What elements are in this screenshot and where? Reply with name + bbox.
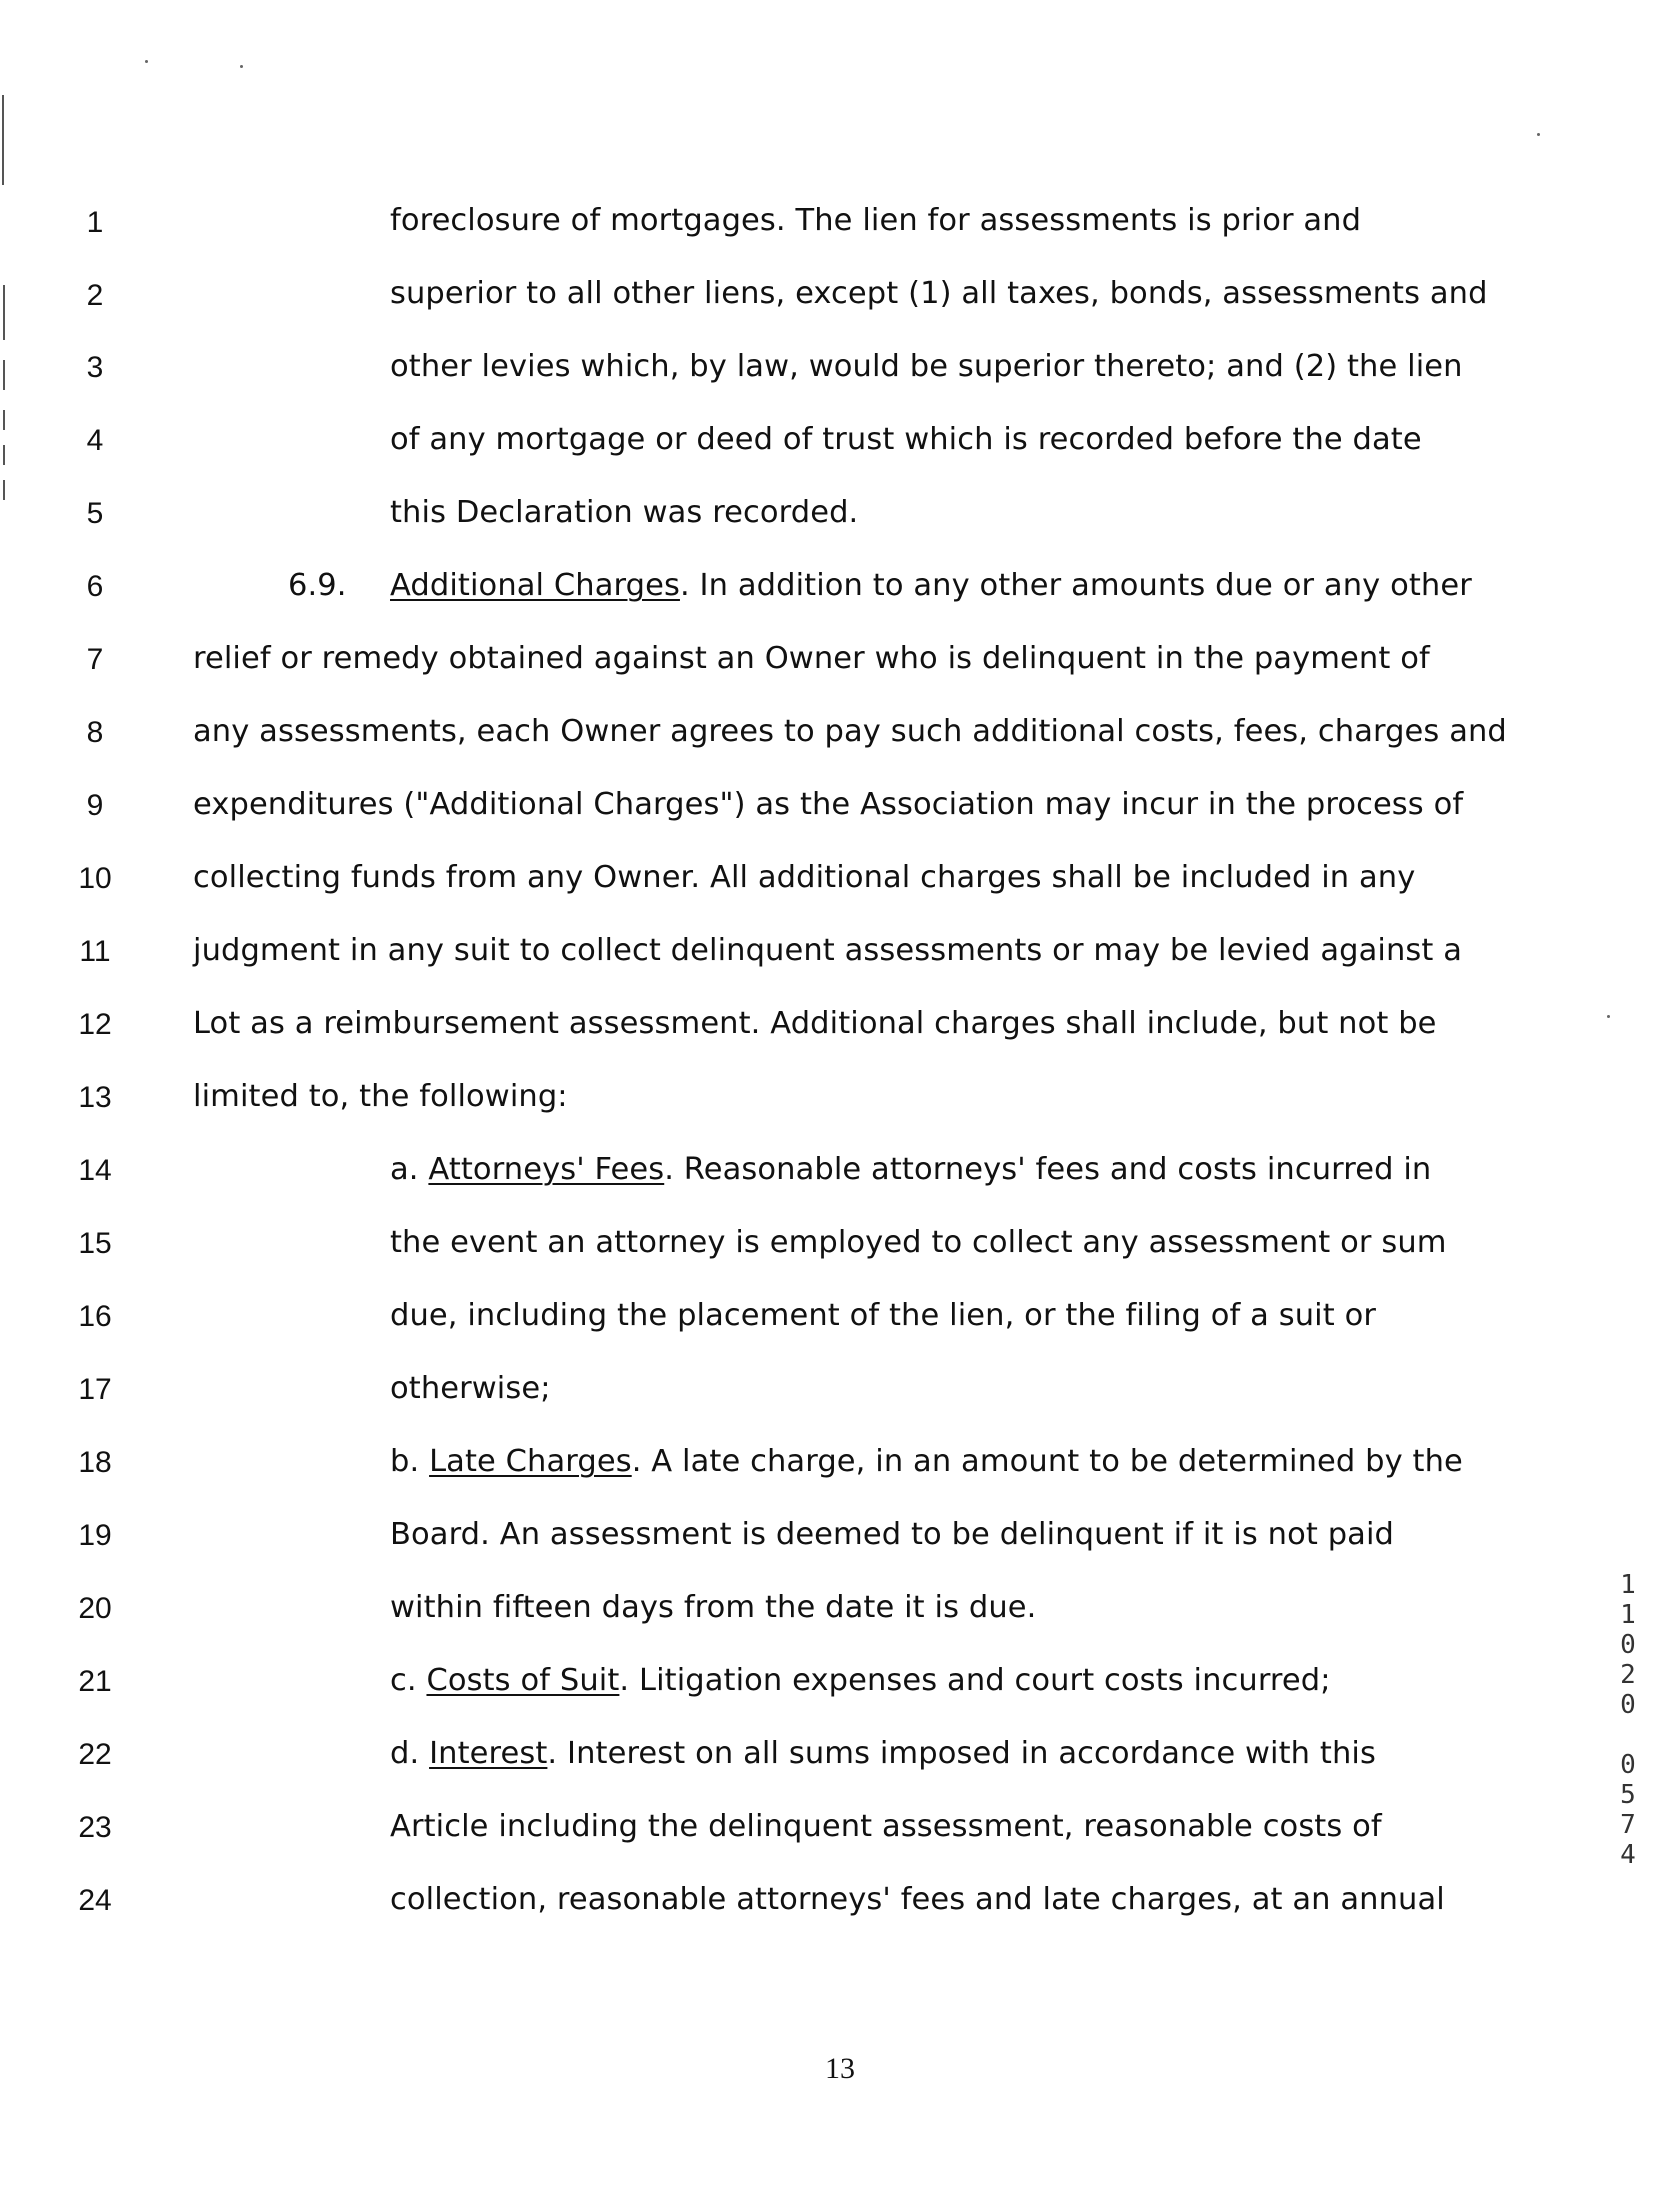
scan-dot (1607, 1015, 1610, 1018)
list-item-prefix: c. (390, 1663, 427, 1698)
line-number: 15 (78, 1227, 112, 1260)
list-item-heading: Interest (429, 1736, 548, 1771)
text-line: other levies which, by law, would be superior thereto; and (2) the lien (390, 349, 1463, 384)
scan-edge-mark (3, 445, 5, 465)
line-number: 14 (78, 1154, 112, 1187)
line-number: 12 (78, 1008, 112, 1041)
page-number: 13 (825, 2052, 855, 2085)
line-number: 19 (78, 1519, 112, 1552)
recording-stamp: 1 1 0 2 0 0 5 7 4 (1620, 1570, 1636, 1870)
text-line: superior to all other liens, except (1) all taxes, bonds, assessments and (390, 276, 1488, 311)
list-item-prefix: b. (390, 1444, 430, 1479)
section-heading-line (390, 568, 1472, 604)
list-item-heading: Late Charges (429, 1444, 632, 1479)
list-item-line (390, 1444, 1463, 1480)
list-item-line (390, 1663, 1331, 1699)
section-number: 6.9. (288, 568, 347, 603)
text-line: judgment in any suit to collect delinquent assessments or may be levied against a (193, 933, 1463, 968)
line-number: 7 (86, 643, 104, 676)
scan-dot (145, 60, 148, 63)
line-number: 24 (78, 1884, 112, 1917)
section-heading-rest: . In addition to any other amounts due or any other (679, 568, 1472, 603)
list-item-rest: . Reasonable attorneys' fees and costs incurred in (664, 1152, 1432, 1187)
text-line: of any mortgage or deed of trust which is recorded before the date (390, 422, 1422, 457)
list-item-heading: Costs of Suit (426, 1663, 620, 1698)
list-item-rest: . A late charge, in an amount to be determined by the (631, 1444, 1463, 1479)
line-number: 13 (78, 1081, 112, 1114)
line-number: 4 (86, 424, 104, 457)
text-line: expenditures ("Additional Charges") as the Association may incur in the process of (193, 787, 1464, 822)
scan-dot (240, 65, 243, 68)
scan-edge-mark (3, 360, 5, 390)
line-number: 22 (78, 1738, 112, 1771)
text-line: limited to, the following: (193, 1079, 568, 1114)
text-line: collection, reasonable attorneys' fees and late charges, at an annual (390, 1882, 1445, 1917)
line-number: 11 (79, 935, 111, 968)
line-number: 1 (86, 206, 104, 239)
line-number: 23 (78, 1811, 112, 1844)
line-number: 6 (86, 570, 104, 603)
line-number: 5 (86, 497, 104, 530)
section-heading: Additional Charges (390, 568, 680, 603)
text-line: due, including the placement of the lien, or the filing of a suit or (390, 1298, 1377, 1333)
list-item-line (390, 1736, 1376, 1772)
text-line: Board. An assessment is deemed to be delinquent if it is not paid (390, 1517, 1394, 1552)
text-line: any assessments, each Owner agrees to pay such additional costs, fees, charges and (193, 714, 1507, 749)
line-number: 21 (78, 1665, 112, 1698)
text-line: this Declaration was recorded. (390, 495, 859, 530)
scan-dot (1537, 133, 1540, 136)
text-line: relief or remedy obtained against an Owner who is delinquent in the payment of (193, 641, 1430, 676)
list-item-prefix: a. (390, 1152, 429, 1187)
text-line: within fifteen days from the date it is due. (390, 1590, 1037, 1625)
scan-edge-mark (3, 410, 5, 430)
text-line: the event an attorney is employed to collect any assessment or sum (390, 1225, 1447, 1260)
line-number: 9 (86, 789, 104, 822)
line-number: 3 (86, 351, 104, 384)
list-item-prefix: d. (390, 1736, 430, 1771)
scan-edge-mark (2, 95, 4, 185)
line-number: 10 (78, 862, 112, 895)
text-line: Article including the delinquent assessment, reasonable costs of (390, 1809, 1382, 1844)
list-item-line (390, 1152, 1431, 1188)
text-line: collecting funds from any Owner. All additional charges shall be included in any (193, 860, 1416, 895)
list-item-rest: . Litigation expenses and court costs incurred; (619, 1663, 1331, 1698)
scan-edge-mark (3, 285, 5, 340)
list-item-heading: Attorneys' Fees (428, 1152, 665, 1187)
scan-edge-mark (3, 480, 5, 500)
list-item-rest: . Interest on all sums imposed in accordance with this (547, 1736, 1376, 1771)
line-number: 16 (78, 1300, 112, 1333)
line-number: 20 (78, 1592, 112, 1625)
line-number: 2 (86, 279, 104, 312)
line-number: 8 (86, 716, 104, 749)
text-line: Lot as a reimbursement assessment. Additional charges shall include, but not be (193, 1006, 1437, 1041)
line-number: 18 (78, 1446, 112, 1479)
text-line: foreclosure of mortgages. The lien for assessments is prior and (390, 203, 1362, 238)
text-line: otherwise; (390, 1371, 551, 1406)
line-number: 17 (78, 1373, 112, 1406)
